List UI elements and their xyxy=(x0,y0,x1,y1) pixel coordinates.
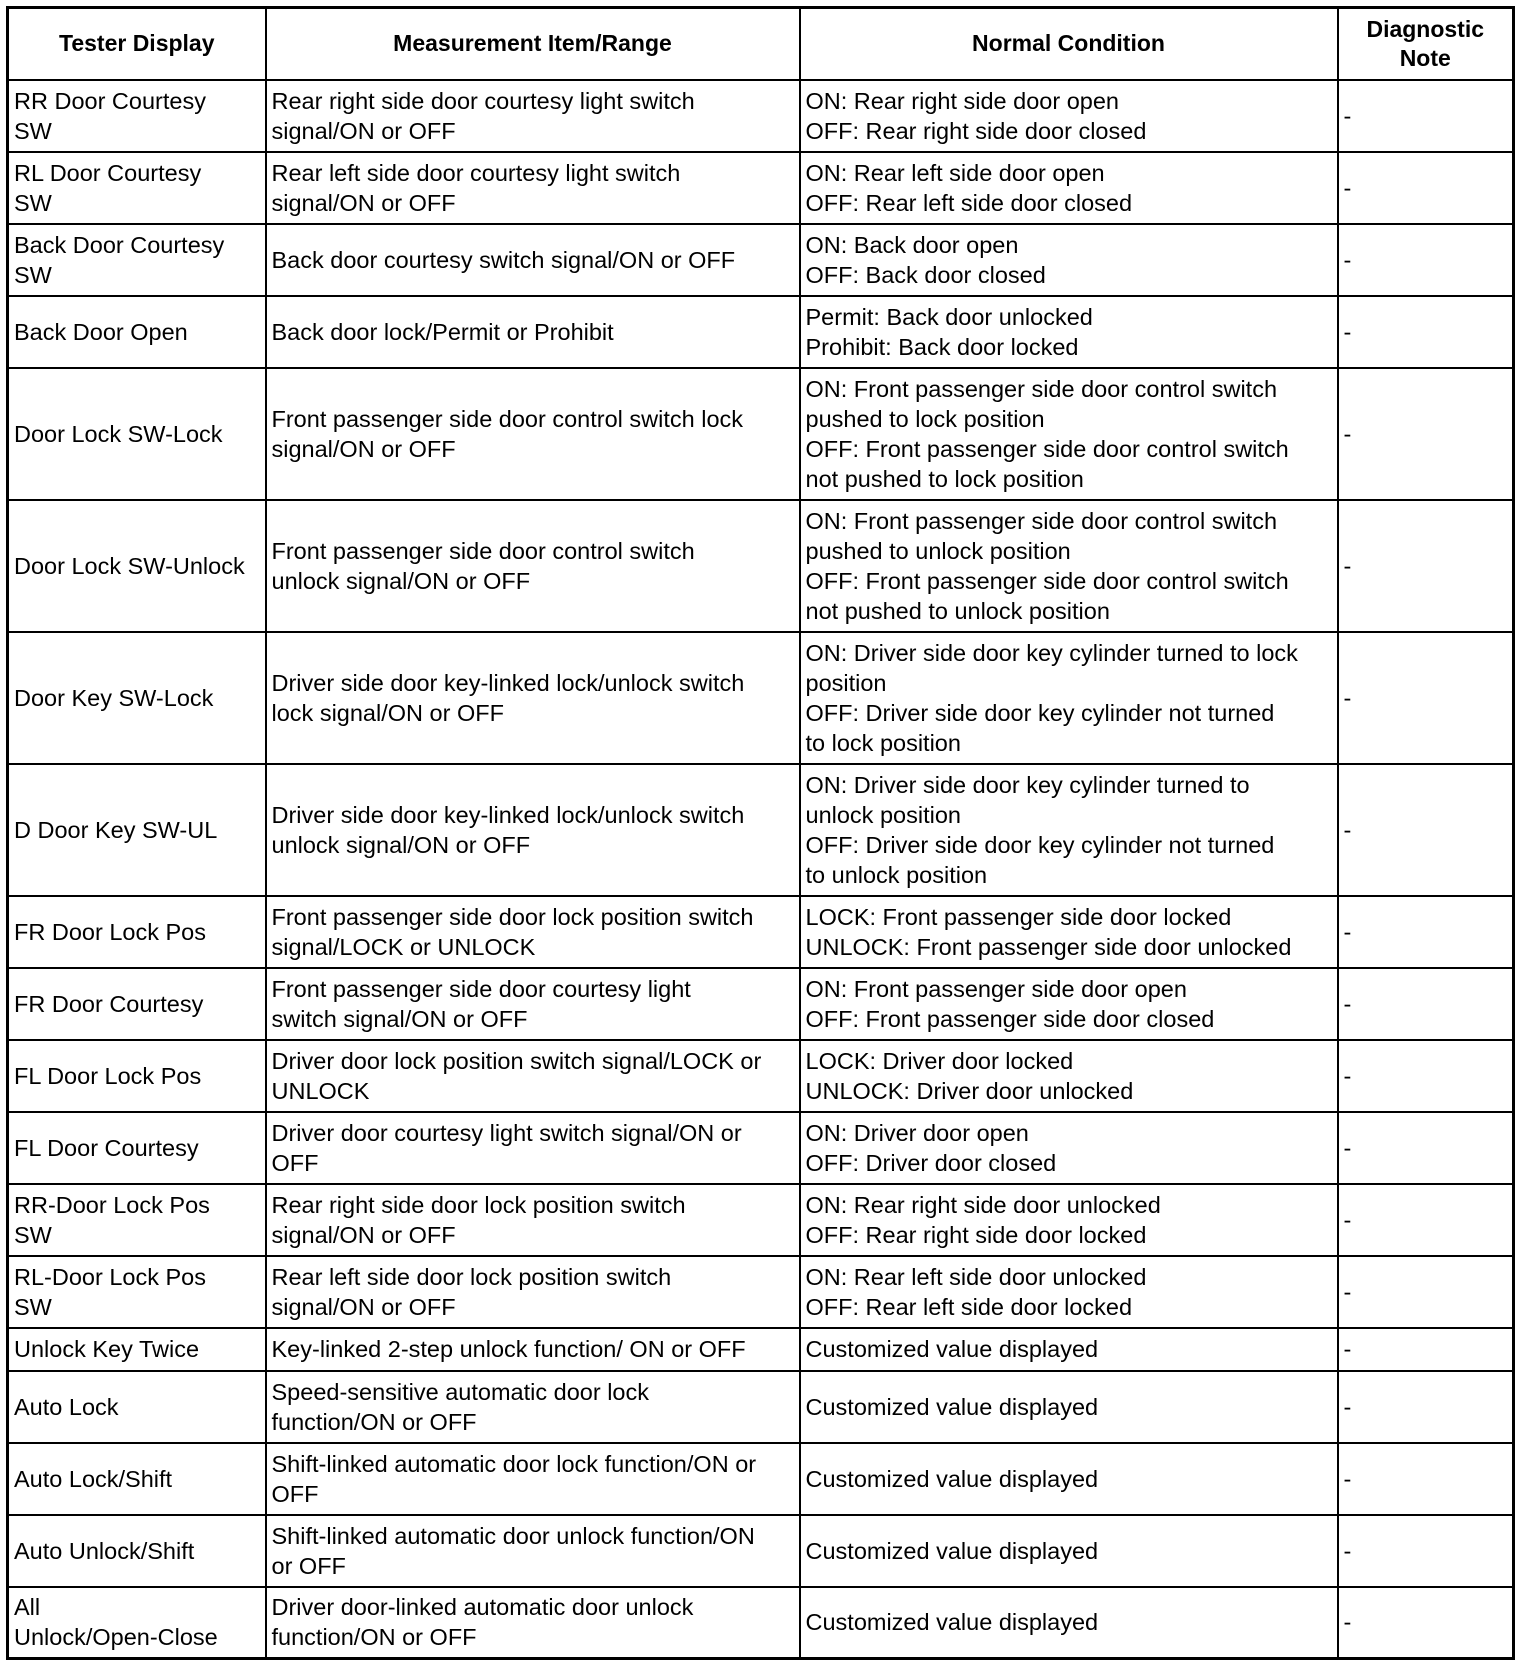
cell-tester-display: Back Door Open xyxy=(8,296,266,368)
cell-normal-condition: Customized value displayed xyxy=(800,1371,1338,1443)
cell-diagnostic-note: - xyxy=(1338,152,1514,224)
cell-normal-condition: ON: Rear right side door unlocked OFF: Rear right side door locked xyxy=(800,1184,1338,1256)
cell-diagnostic-note: - xyxy=(1338,896,1514,968)
cell-normal-condition: ON: Rear left side door open OFF: Rear left side door closed xyxy=(800,152,1338,224)
table-row xyxy=(8,1587,1514,1659)
table-row xyxy=(8,968,1514,1040)
cell-diagnostic-note: - xyxy=(1338,80,1514,152)
cell-diagnostic-note: - xyxy=(1338,1328,1514,1371)
cell-measurement: Front passenger side door control switch unlock signal/ON or OFF xyxy=(266,500,800,632)
cell-normal-condition: ON: Driver side door key cylinder turned to lock position OFF: Driver side door key cylinder not turned to lock position xyxy=(800,632,1338,764)
cell-normal-condition: ON: Back door open OFF: Back door closed xyxy=(800,224,1338,296)
cell-tester-display: D Door Key SW-UL xyxy=(8,764,266,896)
table-row xyxy=(8,896,1514,968)
cell-diagnostic-note: - xyxy=(1338,1443,1514,1515)
cell-tester-display: Door Key SW-Lock xyxy=(8,632,266,764)
data-list-table xyxy=(6,6,1515,1660)
cell-diagnostic-note: - xyxy=(1338,1256,1514,1328)
table-row xyxy=(8,764,1514,896)
table-row xyxy=(8,1112,1514,1184)
cell-normal-condition: Customized value displayed xyxy=(800,1587,1338,1659)
header-normal-condition: Normal Condition xyxy=(800,8,1338,80)
cell-measurement: Rear left side door courtesy light switch signal/ON or OFF xyxy=(266,152,800,224)
table-row xyxy=(8,1328,1514,1371)
cell-measurement: Rear left side door lock position switch signal/ON or OFF xyxy=(266,1256,800,1328)
table-row xyxy=(8,296,1514,368)
table-row xyxy=(8,1040,1514,1112)
cell-tester-display: FL Door Lock Pos xyxy=(8,1040,266,1112)
table-row xyxy=(8,1371,1514,1443)
cell-normal-condition: Customized value displayed xyxy=(800,1328,1338,1371)
cell-diagnostic-note: - xyxy=(1338,1112,1514,1184)
cell-measurement: Key-linked 2-step unlock function/ ON or OFF xyxy=(266,1328,800,1371)
cell-measurement: Driver side door key-linked lock/unlock switch lock signal/ON or OFF xyxy=(266,632,800,764)
table-row xyxy=(8,368,1514,500)
cell-normal-condition: Customized value displayed xyxy=(800,1443,1338,1515)
cell-tester-display: Door Lock SW-Lock xyxy=(8,368,266,500)
cell-diagnostic-note: - xyxy=(1338,764,1514,896)
cell-tester-display: All Unlock/Open-Close xyxy=(8,1587,266,1659)
table-row xyxy=(8,500,1514,632)
cell-measurement: Speed-sensitive automatic door lock function/ON or OFF xyxy=(266,1371,800,1443)
cell-normal-condition: ON: Rear left side door unlocked OFF: Rear left side door locked xyxy=(800,1256,1338,1328)
header-measurement: Measurement Item/Range xyxy=(266,8,800,80)
table-row xyxy=(8,1443,1514,1515)
cell-normal-condition: ON: Front passenger side door open OFF: Front passenger side door closed xyxy=(800,968,1338,1040)
cell-measurement: Driver door courtesy light switch signal/ON or OFF xyxy=(266,1112,800,1184)
cell-measurement: Front passenger side door control switch lock signal/ON or OFF xyxy=(266,368,800,500)
cell-measurement: Shift-linked automatic door unlock function/ON or OFF xyxy=(266,1515,800,1587)
cell-normal-condition: ON: Rear right side door open OFF: Rear right side door closed xyxy=(800,80,1338,152)
cell-measurement: Back door courtesy switch signal/ON or OFF xyxy=(266,224,800,296)
table-row xyxy=(8,224,1514,296)
cell-diagnostic-note: - xyxy=(1338,500,1514,632)
cell-diagnostic-note: - xyxy=(1338,1587,1514,1659)
header-diagnostic-note: Diagnostic Note xyxy=(1338,8,1514,80)
cell-tester-display: RR-Door Lock Pos SW xyxy=(8,1184,266,1256)
table-row xyxy=(8,80,1514,152)
cell-diagnostic-note: - xyxy=(1338,1371,1514,1443)
header-row xyxy=(8,8,1514,80)
cell-measurement: Back door lock/Permit or Prohibit xyxy=(266,296,800,368)
cell-normal-condition: Customized value displayed xyxy=(800,1515,1338,1587)
cell-diagnostic-note: - xyxy=(1338,368,1514,500)
cell-normal-condition: ON: Driver side door key cylinder turned to unlock position OFF: Driver side door key cylinder not turned to unlock position xyxy=(800,764,1338,896)
cell-tester-display: Unlock Key Twice xyxy=(8,1328,266,1371)
cell-measurement: Driver door lock position switch signal/LOCK or UNLOCK xyxy=(266,1040,800,1112)
cell-diagnostic-note: - xyxy=(1338,632,1514,764)
table-row xyxy=(8,1184,1514,1256)
cell-normal-condition: LOCK: Driver door locked UNLOCK: Driver door unlocked xyxy=(800,1040,1338,1112)
cell-measurement: Rear right side door courtesy light switch signal/ON or OFF xyxy=(266,80,800,152)
cell-diagnostic-note: - xyxy=(1338,1515,1514,1587)
cell-normal-condition: ON: Front passenger side door control switch pushed to unlock position OFF: Front passenger side door control switch not pushed to unlock position xyxy=(800,500,1338,632)
table-row xyxy=(8,632,1514,764)
cell-measurement: Driver door-linked automatic door unlock function/ON or OFF xyxy=(266,1587,800,1659)
header-tester-display: Tester Display xyxy=(8,8,266,80)
cell-diagnostic-note: - xyxy=(1338,968,1514,1040)
table-row xyxy=(8,1515,1514,1587)
cell-tester-display: Door Lock SW-Unlock xyxy=(8,500,266,632)
cell-normal-condition: LOCK: Front passenger side door locked UNLOCK: Front passenger side door unlocked xyxy=(800,896,1338,968)
cell-tester-display: RL Door Courtesy SW xyxy=(8,152,266,224)
cell-diagnostic-note: - xyxy=(1338,296,1514,368)
cell-tester-display: FR Door Lock Pos xyxy=(8,896,266,968)
cell-tester-display: Auto Lock/Shift xyxy=(8,1443,266,1515)
cell-tester-display: FR Door Courtesy xyxy=(8,968,266,1040)
cell-diagnostic-note: - xyxy=(1338,224,1514,296)
cell-measurement: Rear right side door lock position switch signal/ON or OFF xyxy=(266,1184,800,1256)
table-row xyxy=(8,152,1514,224)
table-row xyxy=(8,1256,1514,1328)
cell-measurement: Driver side door key-linked lock/unlock switch unlock signal/ON or OFF xyxy=(266,764,800,896)
cell-tester-display: Back Door Courtesy SW xyxy=(8,224,266,296)
cell-tester-display: RL-Door Lock Pos SW xyxy=(8,1256,266,1328)
cell-measurement: Front passenger side door courtesy light switch signal/ON or OFF xyxy=(266,968,800,1040)
cell-measurement: Front passenger side door lock position switch signal/LOCK or UNLOCK xyxy=(266,896,800,968)
cell-measurement: Shift-linked automatic door lock function/ON or OFF xyxy=(266,1443,800,1515)
cell-normal-condition: ON: Driver door open OFF: Driver door closed xyxy=(800,1112,1338,1184)
cell-tester-display: Auto Unlock/Shift xyxy=(8,1515,266,1587)
cell-tester-display: FL Door Courtesy xyxy=(8,1112,266,1184)
cell-normal-condition: Permit: Back door unlocked Prohibit: Back door locked xyxy=(800,296,1338,368)
cell-diagnostic-note: - xyxy=(1338,1040,1514,1112)
cell-normal-condition: ON: Front passenger side door control switch pushed to lock position OFF: Front passenger side door control switch not pushed to lock position xyxy=(800,368,1338,500)
cell-tester-display: Auto Lock xyxy=(8,1371,266,1443)
cell-tester-display: RR Door Courtesy SW xyxy=(8,80,266,152)
cell-diagnostic-note: - xyxy=(1338,1184,1514,1256)
